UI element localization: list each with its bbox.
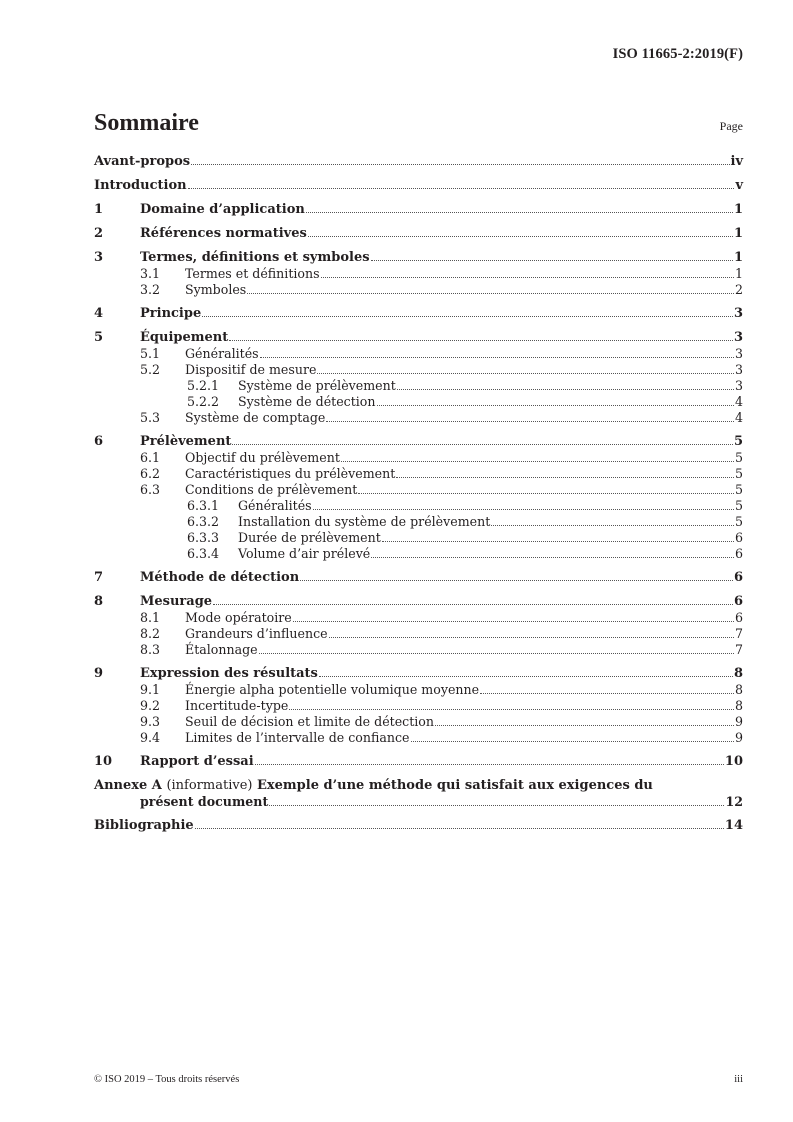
page-number: 3 <box>734 378 743 393</box>
toc-entry[interactable] <box>94 610 743 626</box>
page-column-label: Page <box>719 119 743 133</box>
leader-dots <box>232 443 733 445</box>
entry-title: Système de prélèvement <box>238 378 396 393</box>
page-number: 3 <box>734 346 743 361</box>
toc-entry[interactable] <box>94 530 743 546</box>
page-number: 5 <box>734 450 743 465</box>
section-number: 6.3.1 <box>187 498 220 513</box>
section-number: 5.1 <box>140 346 161 361</box>
toc-entry[interactable] <box>94 250 743 266</box>
toc-entry[interactable] <box>94 498 743 514</box>
toc-entry[interactable] <box>94 306 743 322</box>
leader-dots <box>289 708 734 710</box>
toc-entry[interactable] <box>94 626 743 642</box>
section-number: 9 <box>94 666 104 681</box>
page-number: 12 <box>725 794 743 809</box>
toc-entry-annex-a[interactable] <box>94 778 743 810</box>
entry-title: Équipement <box>140 330 229 345</box>
section-number: 6.1 <box>140 450 161 465</box>
entry-title: Grandeurs d’influence <box>185 626 328 641</box>
page-number: 3 <box>733 306 743 321</box>
section-number: 8.2 <box>140 626 161 641</box>
leader-dots <box>308 235 733 237</box>
page-number: 8 <box>734 698 743 713</box>
entry-title: Références normatives <box>140 226 307 241</box>
page-number: 5 <box>734 482 743 497</box>
page-number: 4 <box>734 394 743 409</box>
leader-dots <box>329 636 734 638</box>
footer-page-number: iii <box>734 1074 743 1085</box>
entry-title: Système de comptage <box>185 410 326 425</box>
document-id: ISO 11665-2:2019(F) <box>612 46 743 62</box>
page-number: 3 <box>733 330 743 345</box>
leader-dots <box>411 740 734 742</box>
toc-entry[interactable] <box>94 226 743 242</box>
leader-dots <box>269 804 724 806</box>
leader-dots <box>213 603 733 605</box>
entry-title: Limites de l’intervalle de confiance <box>185 730 410 745</box>
toc-entry[interactable] <box>94 466 743 482</box>
leader-dots <box>202 315 733 317</box>
annex-heading <box>94 778 743 794</box>
annex-qualifier: (informative) <box>166 778 253 793</box>
section-number: 9.1 <box>140 682 161 697</box>
toc-entry[interactable] <box>94 594 743 610</box>
entry-title: Étalonnage <box>185 642 258 657</box>
toc-entry[interactable] <box>94 154 743 170</box>
section-number: 6 <box>94 434 104 449</box>
section-number: 8.1 <box>140 610 161 625</box>
leader-dots <box>377 404 734 406</box>
entry-title: Symboles <box>185 282 247 297</box>
leader-dots <box>293 620 734 622</box>
leader-dots <box>371 259 733 261</box>
entry-title: Termes, définitions et symboles <box>140 250 370 265</box>
entry-title: Généralités <box>238 498 312 513</box>
entry-title: Domaine d’application <box>140 202 305 217</box>
page-number: 5 <box>733 434 743 449</box>
page-number: 9 <box>734 714 743 729</box>
section-number: 8.3 <box>140 642 161 657</box>
leader-dots <box>371 556 734 558</box>
section-number: 5.2.2 <box>187 394 220 409</box>
page-number: 7 <box>734 626 743 641</box>
page-number: 1 <box>734 266 743 281</box>
leader-dots <box>396 476 734 478</box>
entry-title: Incertitude-type <box>185 698 289 713</box>
annex-label: Annexe A <box>94 778 162 793</box>
section-number: 7 <box>94 570 104 585</box>
leader-dots <box>382 540 734 542</box>
entry-title: Prélèvement <box>140 434 232 449</box>
toc-entry[interactable] <box>94 666 743 682</box>
toc-entry[interactable] <box>94 202 743 218</box>
toc-entry[interactable] <box>94 730 743 746</box>
page-number: iv <box>730 154 743 169</box>
toc-entry[interactable] <box>94 282 743 298</box>
section-number: 6.3.4 <box>187 546 220 561</box>
section-number: 6.3 <box>140 482 161 497</box>
page-number: 8 <box>733 666 743 681</box>
toc-entry[interactable] <box>94 330 743 346</box>
entry-title: Conditions de prélèvement <box>185 482 358 497</box>
toc-entry[interactable] <box>94 546 743 562</box>
toc-entry[interactable] <box>94 346 743 362</box>
leader-dots <box>188 187 735 189</box>
section-number: 5 <box>94 330 104 345</box>
leader-dots <box>341 460 734 462</box>
page-number: 7 <box>734 642 743 657</box>
leader-dots <box>319 675 733 677</box>
toc-entry[interactable] <box>94 682 743 698</box>
leader-dots <box>255 763 724 765</box>
toc-entry[interactable] <box>94 362 743 378</box>
leader-dots <box>326 420 734 422</box>
leader-dots <box>247 292 734 294</box>
entry-title: Avant-propos <box>94 154 191 169</box>
toc-entry[interactable] <box>94 266 743 282</box>
page-number: 2 <box>734 282 743 297</box>
toc-entry[interactable] <box>94 698 743 714</box>
leader-dots <box>300 579 733 581</box>
leader-dots <box>259 652 734 654</box>
toc-entry[interactable] <box>94 482 743 498</box>
entry-title: Mode opératoire <box>185 610 292 625</box>
toc-entry[interactable] <box>94 754 743 770</box>
toc-entry[interactable] <box>94 178 743 194</box>
toc-entry[interactable] <box>94 378 743 394</box>
section-number: 1 <box>94 202 104 217</box>
entry-title: Volume d’air prélevé <box>238 546 371 561</box>
section-number: 4 <box>94 306 104 321</box>
page-number: 6 <box>734 610 743 625</box>
section-number: 9.3 <box>140 714 161 729</box>
page-number: 6 <box>734 530 743 545</box>
section-number: 3 <box>94 250 104 265</box>
page-number: 14 <box>724 818 743 833</box>
section-number: 9.4 <box>140 730 161 745</box>
entry-title: Introduction <box>94 178 187 193</box>
toc-entry[interactable] <box>94 714 743 730</box>
entry-title: Expression des résultats <box>140 666 318 681</box>
leader-dots <box>306 211 733 213</box>
page-number: 3 <box>734 362 743 377</box>
section-number: 6.3.3 <box>187 530 220 545</box>
page-number: 5 <box>734 498 743 513</box>
entry-title: Dispositif de mesure <box>185 362 317 377</box>
leader-dots <box>480 692 734 694</box>
toc-entry[interactable] <box>94 394 743 410</box>
annex-title-line1: Exemple d’une méthode qui satisfait aux exigences du <box>257 778 653 793</box>
table-of-contents <box>94 154 743 834</box>
section-number: 8 <box>94 594 104 609</box>
page-number: 1 <box>733 202 743 217</box>
section-number: 10 <box>94 754 113 769</box>
entry-title: Objectif du prélèvement <box>185 450 340 465</box>
page-number: 9 <box>734 730 743 745</box>
footer-copyright: © ISO 2019 – Tous droits réservés <box>94 1074 240 1085</box>
leader-dots <box>195 827 724 829</box>
page-number: 6 <box>734 546 743 561</box>
entry-title: Seuil de décision et limite de détection <box>185 714 434 729</box>
annex-title-row <box>94 794 743 810</box>
toc-entry[interactable] <box>94 514 743 530</box>
entry-title: Mesurage <box>140 594 213 609</box>
leader-dots <box>191 163 729 165</box>
annex-title-line2: présent document <box>140 794 269 809</box>
page-number: 1 <box>733 226 743 241</box>
entry-title: Rapport d’essai <box>140 754 254 769</box>
leader-dots <box>397 388 734 390</box>
toc-entry[interactable] <box>94 434 743 450</box>
section-number: 5.2.1 <box>187 378 220 393</box>
page-number: 5 <box>734 466 743 481</box>
toc-entry[interactable] <box>94 642 743 658</box>
leader-dots <box>229 339 733 341</box>
page-number: v <box>735 178 743 193</box>
entry-title: Énergie alpha potentielle volumique moyenne <box>185 682 480 697</box>
page-number: 8 <box>734 682 743 697</box>
entry-title: Système de détection <box>238 394 376 409</box>
section-number: 3.2 <box>140 282 161 297</box>
page-number: 6 <box>733 594 743 609</box>
leader-dots <box>260 356 734 358</box>
page-number: 1 <box>733 250 743 265</box>
page-title: Sommaire <box>94 110 199 136</box>
toc-entry[interactable] <box>94 410 743 426</box>
section-number: 5.2 <box>140 362 161 377</box>
section-number: 6.2 <box>140 466 161 481</box>
toc-entry[interactable] <box>94 450 743 466</box>
leader-dots <box>358 492 734 494</box>
entry-title: Installation du système de prélèvement <box>238 514 491 529</box>
entry-title: Durée de prélèvement <box>238 530 381 545</box>
entry-title: Termes et définitions <box>185 266 320 281</box>
page-number: 4 <box>734 410 743 425</box>
leader-dots <box>491 524 734 526</box>
toc-entry[interactable] <box>94 570 743 586</box>
page-number: 5 <box>734 514 743 529</box>
leader-dots <box>435 724 734 726</box>
leader-dots <box>313 508 734 510</box>
section-number: 3.1 <box>140 266 161 281</box>
entry-title: Caractéristiques du prélèvement <box>185 466 396 481</box>
section-number: 2 <box>94 226 104 241</box>
section-number: 9.2 <box>140 698 161 713</box>
section-number: 6.3.2 <box>187 514 220 529</box>
entry-title: Bibliographie <box>94 818 194 833</box>
leader-dots <box>321 276 734 278</box>
toc-entry-bibliography[interactable] <box>94 818 743 834</box>
page-number: 6 <box>733 570 743 585</box>
section-number: 5.3 <box>140 410 161 425</box>
entry-title: Méthode de détection <box>140 570 300 585</box>
entry-title: Généralités <box>185 346 259 361</box>
toc-entries <box>94 154 743 770</box>
page-number: 10 <box>724 754 743 769</box>
entry-title: Principe <box>140 306 202 321</box>
leader-dots <box>317 372 734 374</box>
